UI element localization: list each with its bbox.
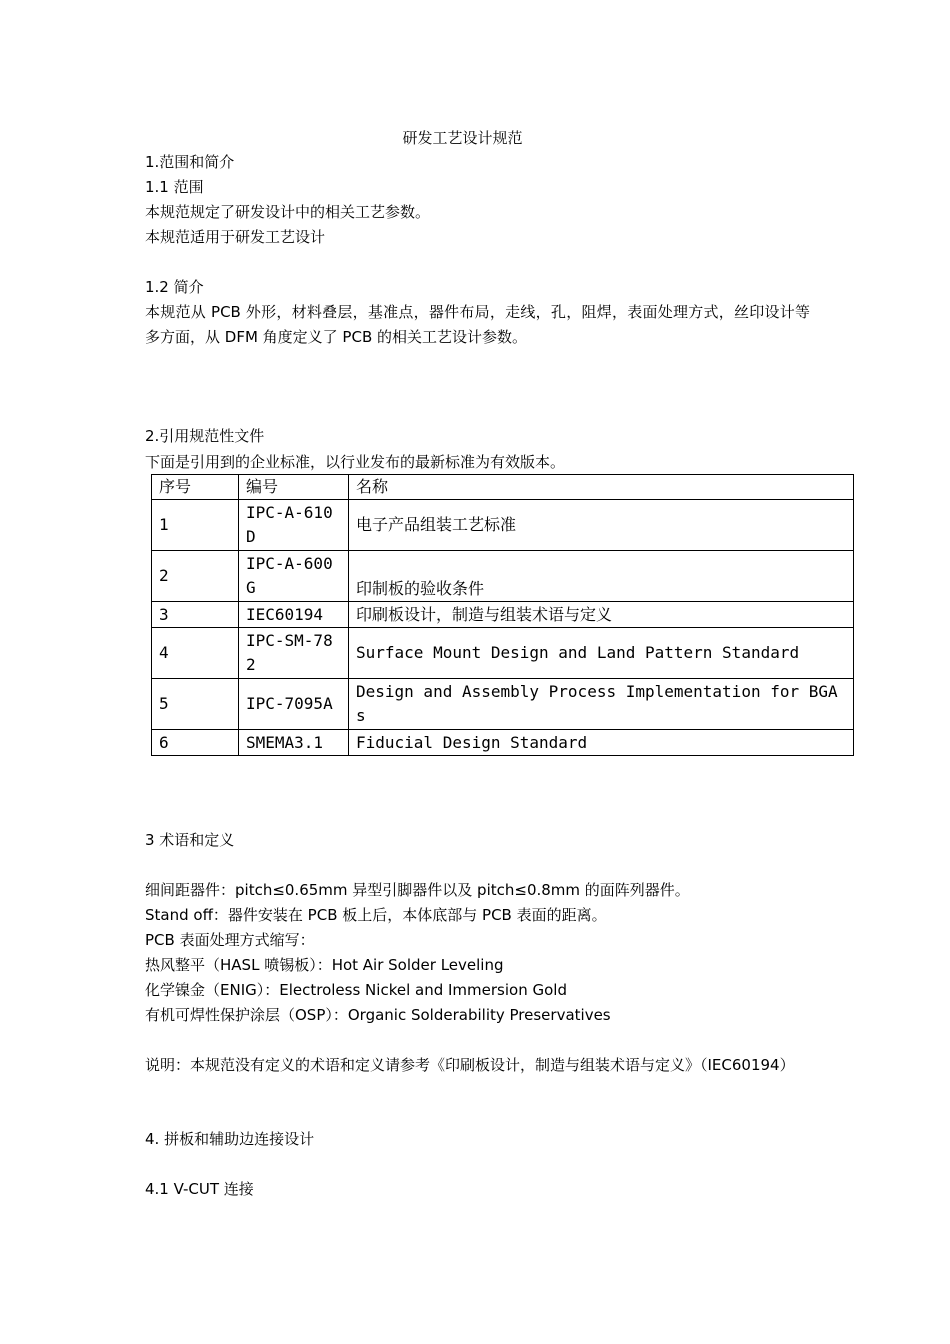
- table-cell-name: Design and Assembly Process Implementation for BGAs: [349, 679, 854, 730]
- section-1-1-paragraph-1: 本规范规定了研发设计中的相关工艺参数。: [145, 203, 431, 221]
- table-cell-code: SMEMA3.1: [239, 730, 349, 756]
- section-1-2-heading: 1.2 简介: [145, 278, 204, 296]
- table-cell-code: IEC60194: [239, 602, 349, 628]
- table-header-cell: 名称: [349, 475, 854, 500]
- section-4-heading: 4. 拼板和辅助边连接设计: [145, 1130, 315, 1148]
- table-cell-no: 1: [152, 500, 239, 551]
- table-cell-name: 印刷板设计，制造与组装术语与定义: [349, 602, 854, 628]
- table-cell-name: 电子产品组装工艺标准: [349, 500, 854, 551]
- table-cell-no: 5: [152, 679, 239, 730]
- table-row: [152, 551, 854, 602]
- table-cell-code: IPC-A-610D: [239, 500, 349, 551]
- table-cell-name: Surface Mount Design and Land Pattern Standard: [349, 628, 854, 679]
- section-1-1-heading: 1.1 范围: [145, 178, 204, 196]
- table-row: [152, 602, 854, 628]
- term-fine-pitch: 细间距器件：pitch≤0.65mm 异型引脚器件以及 pitch≤0.8mm 的面阵列器件。: [145, 881, 690, 899]
- section-3-note: 说明：本规范没有定义的术语和定义请参考《印刷板设计，制造与组装术语与定义》（IEC60194）: [145, 1056, 795, 1074]
- table-header-cell: 编号: [239, 475, 349, 500]
- table-cell-code: IPC-A-600G: [239, 551, 349, 602]
- term-stand-off: Stand off：器件安装在 PCB 板上后，本体底部与 PCB 表面的距离。: [145, 906, 607, 924]
- section-1-2-paragraph: 本规范从 PCB 外形，材料叠层，基准点，器件布局，走线，孔，阻焊，表面处理方式，丝印设计等多方面，从 DFM 角度定义了 PCB 的相关工艺设计参数。: [145, 303, 810, 346]
- table-header-cell: 序号: [152, 475, 239, 500]
- table-row: [152, 500, 854, 551]
- table-cell-code: IPC-7095A: [239, 679, 349, 730]
- section-2-heading: 2.引用规范性文件: [145, 427, 265, 445]
- reference-standards-table: [151, 474, 854, 756]
- table-row: [152, 628, 854, 679]
- table-cell-no: 4: [152, 628, 239, 679]
- table-cell-no: 2: [152, 551, 239, 602]
- section-2-intro: 下面是引用到的企业标准，以行业发布的最新标准为有效版本。: [145, 453, 566, 471]
- term-surface-finish-intro: PCB 表面处理方式缩写：: [145, 931, 315, 949]
- table-cell-name: 印制板的验收条件: [349, 551, 854, 602]
- section-1-1-paragraph-2: 本规范适用于研发工艺设计: [145, 228, 326, 246]
- document-title: 研发工艺设计规范: [402, 129, 523, 147]
- table-header-row: [152, 475, 854, 500]
- section-3-heading: 3 术语和定义: [145, 831, 235, 849]
- term-hasl: 热风整平（HASL 喷锡板）：Hot Air Solder Leveling: [145, 956, 504, 974]
- table-row: [152, 730, 854, 756]
- table-cell-no: 6: [152, 730, 239, 756]
- table-cell-no: 3: [152, 602, 239, 628]
- term-enig: 化学镍金（ENIG）：Electroless Nickel and Immersion Gold: [145, 981, 567, 999]
- table-row: [152, 679, 854, 730]
- section-1-heading: 1.范围和简介: [145, 153, 235, 171]
- table-cell-code: IPC-SM-782: [239, 628, 349, 679]
- table-cell-name: Fiducial Design Standard: [349, 730, 854, 756]
- term-osp: 有机可焊性保护涂层（OSP）：Organic Solderability Preservatives: [145, 1006, 611, 1024]
- section-4-1-heading: 4.1 V-CUT 连接: [145, 1180, 254, 1198]
